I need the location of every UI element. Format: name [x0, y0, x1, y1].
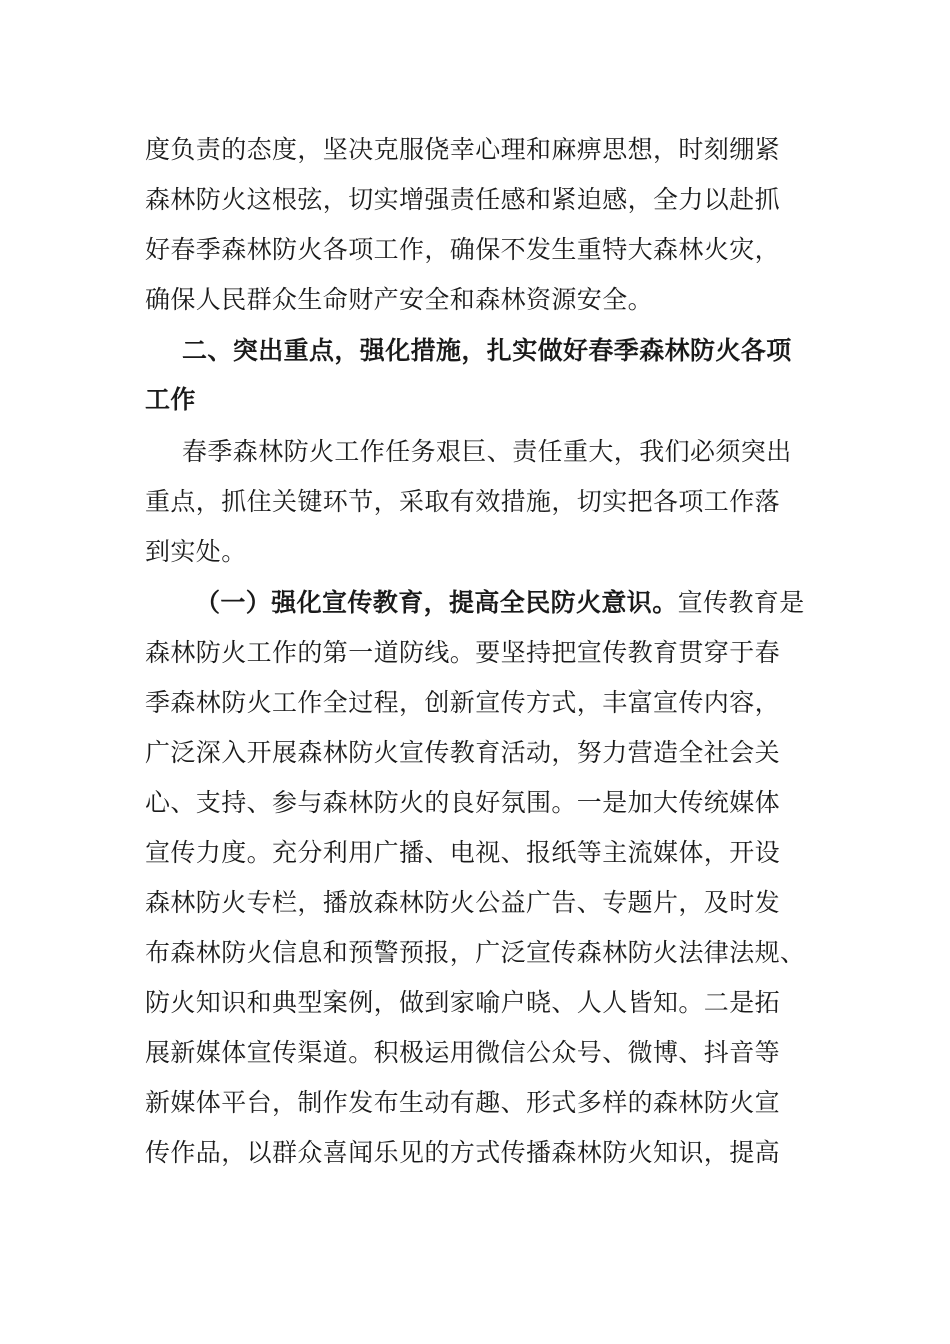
para2-line-3: 到实处。 — [145, 537, 247, 566]
para2-line-1: 春季森林防火工作任务艰巨、责任重大，我们必须突出 — [182, 437, 792, 466]
para3-line-11: 新媒体平台，制作发布生动有趣、形式多样的森林防火宣 — [145, 1088, 781, 1117]
para3-line-7: 森林防火专栏，播放森林防火公益广告、专题片，及时发 — [145, 888, 781, 917]
para3-line-2: 森林防火工作的第一道防线。要坚持把宣传教育贯穿于春 — [145, 638, 781, 667]
para3-line-4: 广泛深入开展森林防火宣传教育活动，努力营造全社会关 — [145, 738, 781, 767]
para3-first-line-rest: 宣传教育是 — [677, 588, 805, 617]
para3-line-10: 展新媒体宣传渠道。积极运用微信公众号、微博、抖音等 — [145, 1038, 781, 1067]
para3-line-9: 防火知识和典型案例，做到家喻户晓、人人皆知。二是拓 — [145, 988, 781, 1017]
para1-line-2: 森林防火这根弦，切实增强责任感和紧迫感，全力以赴抓 — [145, 185, 781, 214]
section-heading-line-1: 二、突出重点，强化措施，扎实做好春季森林防火各项 — [182, 336, 792, 365]
para2-line-2: 重点，抓住关键环节，采取有效措施，切实把各项工作落 — [145, 487, 781, 516]
para3-line-5: 心、支持、参与森林防火的良好氛围。一是加大传统媒体 — [145, 788, 781, 817]
para3-line-1 — [195, 578, 855, 628]
para1-line-4: 确保人民群众生命财产安全和森林资源安全。 — [145, 285, 654, 314]
para3-line-8: 布森林防火信息和预警预报，广泛宣传森林防火法律法规、 — [145, 938, 806, 967]
para3-line-6: 宣传力度。充分利用广播、电视、报纸等主流媒体，开设 — [145, 838, 781, 867]
para3-line-3: 季森林防火工作全过程，创新宣传方式，丰富宣传内容， — [145, 688, 781, 717]
para1-line-1: 度负责的态度，坚决克服侥幸心理和麻痹思想，时刻绷紧 — [145, 135, 781, 164]
para1-line-3: 好春季森林防火各项工作，确保不发生重特大森林火灾， — [145, 235, 781, 264]
subheading-bold-lead: （一）强化宣传教育，提高全民防火意识。 — [195, 588, 678, 617]
para3-line-12: 传作品，以群众喜闻乐见的方式传播森林防火知识，提高 — [145, 1138, 781, 1167]
section-heading-line-2: 工作 — [145, 385, 196, 414]
